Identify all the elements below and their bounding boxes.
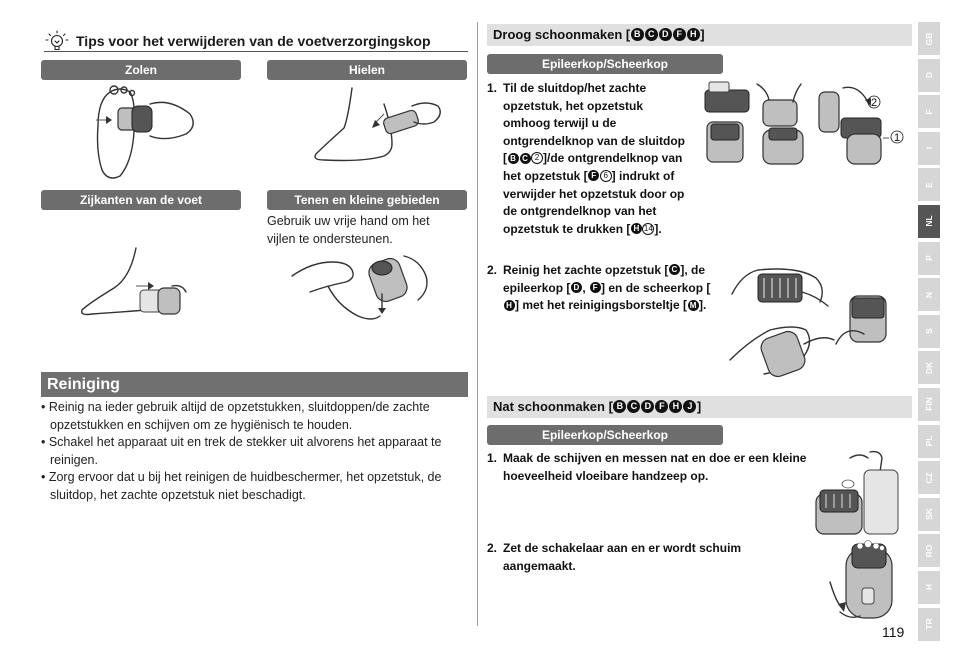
wet-cleaning-heading: [487, 396, 912, 418]
language-tab[interactable]: FIN: [918, 388, 940, 421]
step-text: ,: [582, 280, 590, 295]
step-number: 1.: [487, 451, 498, 465]
letter-badge: D: [571, 282, 582, 293]
label-zolen: Zolen: [41, 60, 241, 80]
tenen-note: Gebruik uw vrije hand om het vijlen te ondersteunen.: [267, 214, 430, 246]
letter-badge: F: [588, 170, 599, 181]
step-text: ].: [654, 221, 662, 236]
list-item: • Zorg ervoor dat u bij het reinigen de huidbeschermer, het opzetstuk, de sluitdop, het zachte opzetstuk niet beschadigt.: [41, 470, 442, 502]
number-badge: 6: [600, 170, 612, 182]
dry-title-prefix: Droog schoonmaken [: [493, 27, 631, 42]
dry-subheading: Epileerkop/Scheerkop: [487, 54, 723, 74]
step-text: Maak de schijven en messen nat en doe er een kleine hoeveelheid vloeibare handzeep op.: [503, 451, 807, 483]
step-text: ] indrukt of verwijder het opzetstuk door op de ontgrendelknop van het opzetstuk te drukken [: [503, 168, 685, 236]
language-tab[interactable]: D: [918, 59, 940, 92]
dry-cleaning-heading: [487, 24, 912, 46]
step-text: ].: [699, 298, 707, 313]
illustration-wet-step-2: [818, 538, 902, 624]
letter-badge: C: [520, 153, 531, 164]
letter-badge: M: [688, 300, 699, 311]
illustration-sole: [88, 84, 198, 184]
tips-heading: [44, 30, 468, 52]
tips-title: Tips voor het verwijderen van de voetverzorgingskop: [76, 32, 431, 49]
language-tab[interactable]: P: [918, 242, 940, 275]
letter-badge: H: [687, 28, 700, 41]
language-tab-active[interactable]: NL: [918, 205, 940, 238]
language-tab[interactable]: DK: [918, 351, 940, 384]
letter-badge: H: [669, 400, 682, 413]
step-text: Zet de schakelaar aan en er wordt schuim aangemaakt.: [503, 541, 742, 573]
number-badge: 14: [643, 223, 653, 233]
illustration-dry-step-2: [728, 264, 900, 386]
illustration-heel: [312, 84, 452, 174]
step-text: Til de sluitdop/het zachte opzetstuk, het opzetstuk omhoog terwijl u de ontgrendelknop van de sluitdop [: [503, 81, 686, 166]
step-number: 2.: [487, 541, 498, 555]
language-tab[interactable]: SK: [918, 498, 940, 531]
page-number: 119: [882, 624, 905, 640]
callout-2: 2: [871, 97, 878, 109]
letter-badge: F: [590, 282, 601, 293]
column-divider: [477, 22, 478, 626]
label-zijkanten: Zijkanten van de voet: [41, 190, 241, 210]
language-tab[interactable]: I: [918, 132, 940, 165]
language-tab[interactable]: CZ: [918, 461, 940, 494]
step-text: ]/de ontgrendelknop van het opzetstuk [: [503, 151, 683, 183]
illustration-dry-step-1: [697, 80, 909, 166]
letter-badge: C: [627, 400, 640, 413]
label-hielen: Hielen: [267, 60, 467, 80]
language-tab[interactable]: F: [918, 95, 940, 128]
wet-title-prefix: Nat schoonmaken [: [493, 399, 613, 414]
step-text: ] en de scheerkop [: [601, 280, 711, 295]
step-text: ] met het reinigingsborsteltje [: [515, 298, 688, 313]
step-text: ], de epileerkop [: [503, 263, 706, 295]
language-tab[interactable]: PL: [918, 425, 940, 458]
language-tab[interactable]: N: [918, 278, 940, 311]
list-item: • Schakel het apparaat uit en trek de stekker uit alvorens het apparaat te reinigen.: [41, 435, 442, 467]
language-tab[interactable]: RO: [918, 534, 940, 567]
wet-subheading: Epileerkop/Scheerkop: [487, 425, 723, 445]
wet-title-suffix: ]: [696, 399, 702, 414]
step-number: 1.: [487, 81, 498, 95]
letter-badge: D: [659, 28, 672, 41]
cleaning-bullets: [41, 399, 465, 505]
letter-badge: F: [673, 28, 686, 41]
letter-badge: J: [683, 400, 696, 413]
language-tab[interactable]: GB: [918, 22, 940, 55]
letter-badge: B: [508, 153, 519, 164]
label-tenen: Tenen en kleine gebieden: [267, 190, 467, 210]
language-tab[interactable]: E: [918, 168, 940, 201]
wet-step-1: [487, 450, 807, 485]
dry-title-suffix: ]: [700, 27, 705, 42]
number-badge: 2: [531, 152, 543, 164]
illustration-wet-step-1: [810, 448, 900, 536]
cleaning-heading: Reiniging: [41, 372, 468, 397]
letter-badge: B: [613, 400, 626, 413]
letter-badge: F: [655, 400, 668, 413]
letter-badge: H: [631, 223, 642, 234]
list-item: • Reinig na ieder gebruik altijd de opzetstukken, sluitdoppen/de zachte opzetstukken en schijven om ze hygiënisch te houden.: [41, 400, 430, 432]
illustration-side-foot: [78, 246, 188, 326]
illustration-toes: [288, 246, 438, 336]
dry-step-2: [487, 262, 717, 315]
letter-badge: B: [631, 28, 644, 41]
language-tab[interactable]: TR: [918, 608, 940, 641]
letter-badge: C: [645, 28, 658, 41]
letter-badge: C: [669, 264, 680, 275]
callout-1: 1: [894, 132, 901, 144]
letter-badge: D: [641, 400, 654, 413]
language-tab[interactable]: H: [918, 571, 940, 604]
wet-step-2: [487, 540, 807, 575]
step-number: 2.: [487, 263, 498, 277]
step-text: Reinig het zachte opzetstuk [: [503, 263, 669, 277]
dry-step-1: [487, 80, 687, 238]
lightbulb-icon: [44, 30, 70, 52]
language-tabs: [918, 22, 940, 644]
language-tab[interactable]: S: [918, 315, 940, 348]
letter-badge: H: [504, 300, 515, 311]
